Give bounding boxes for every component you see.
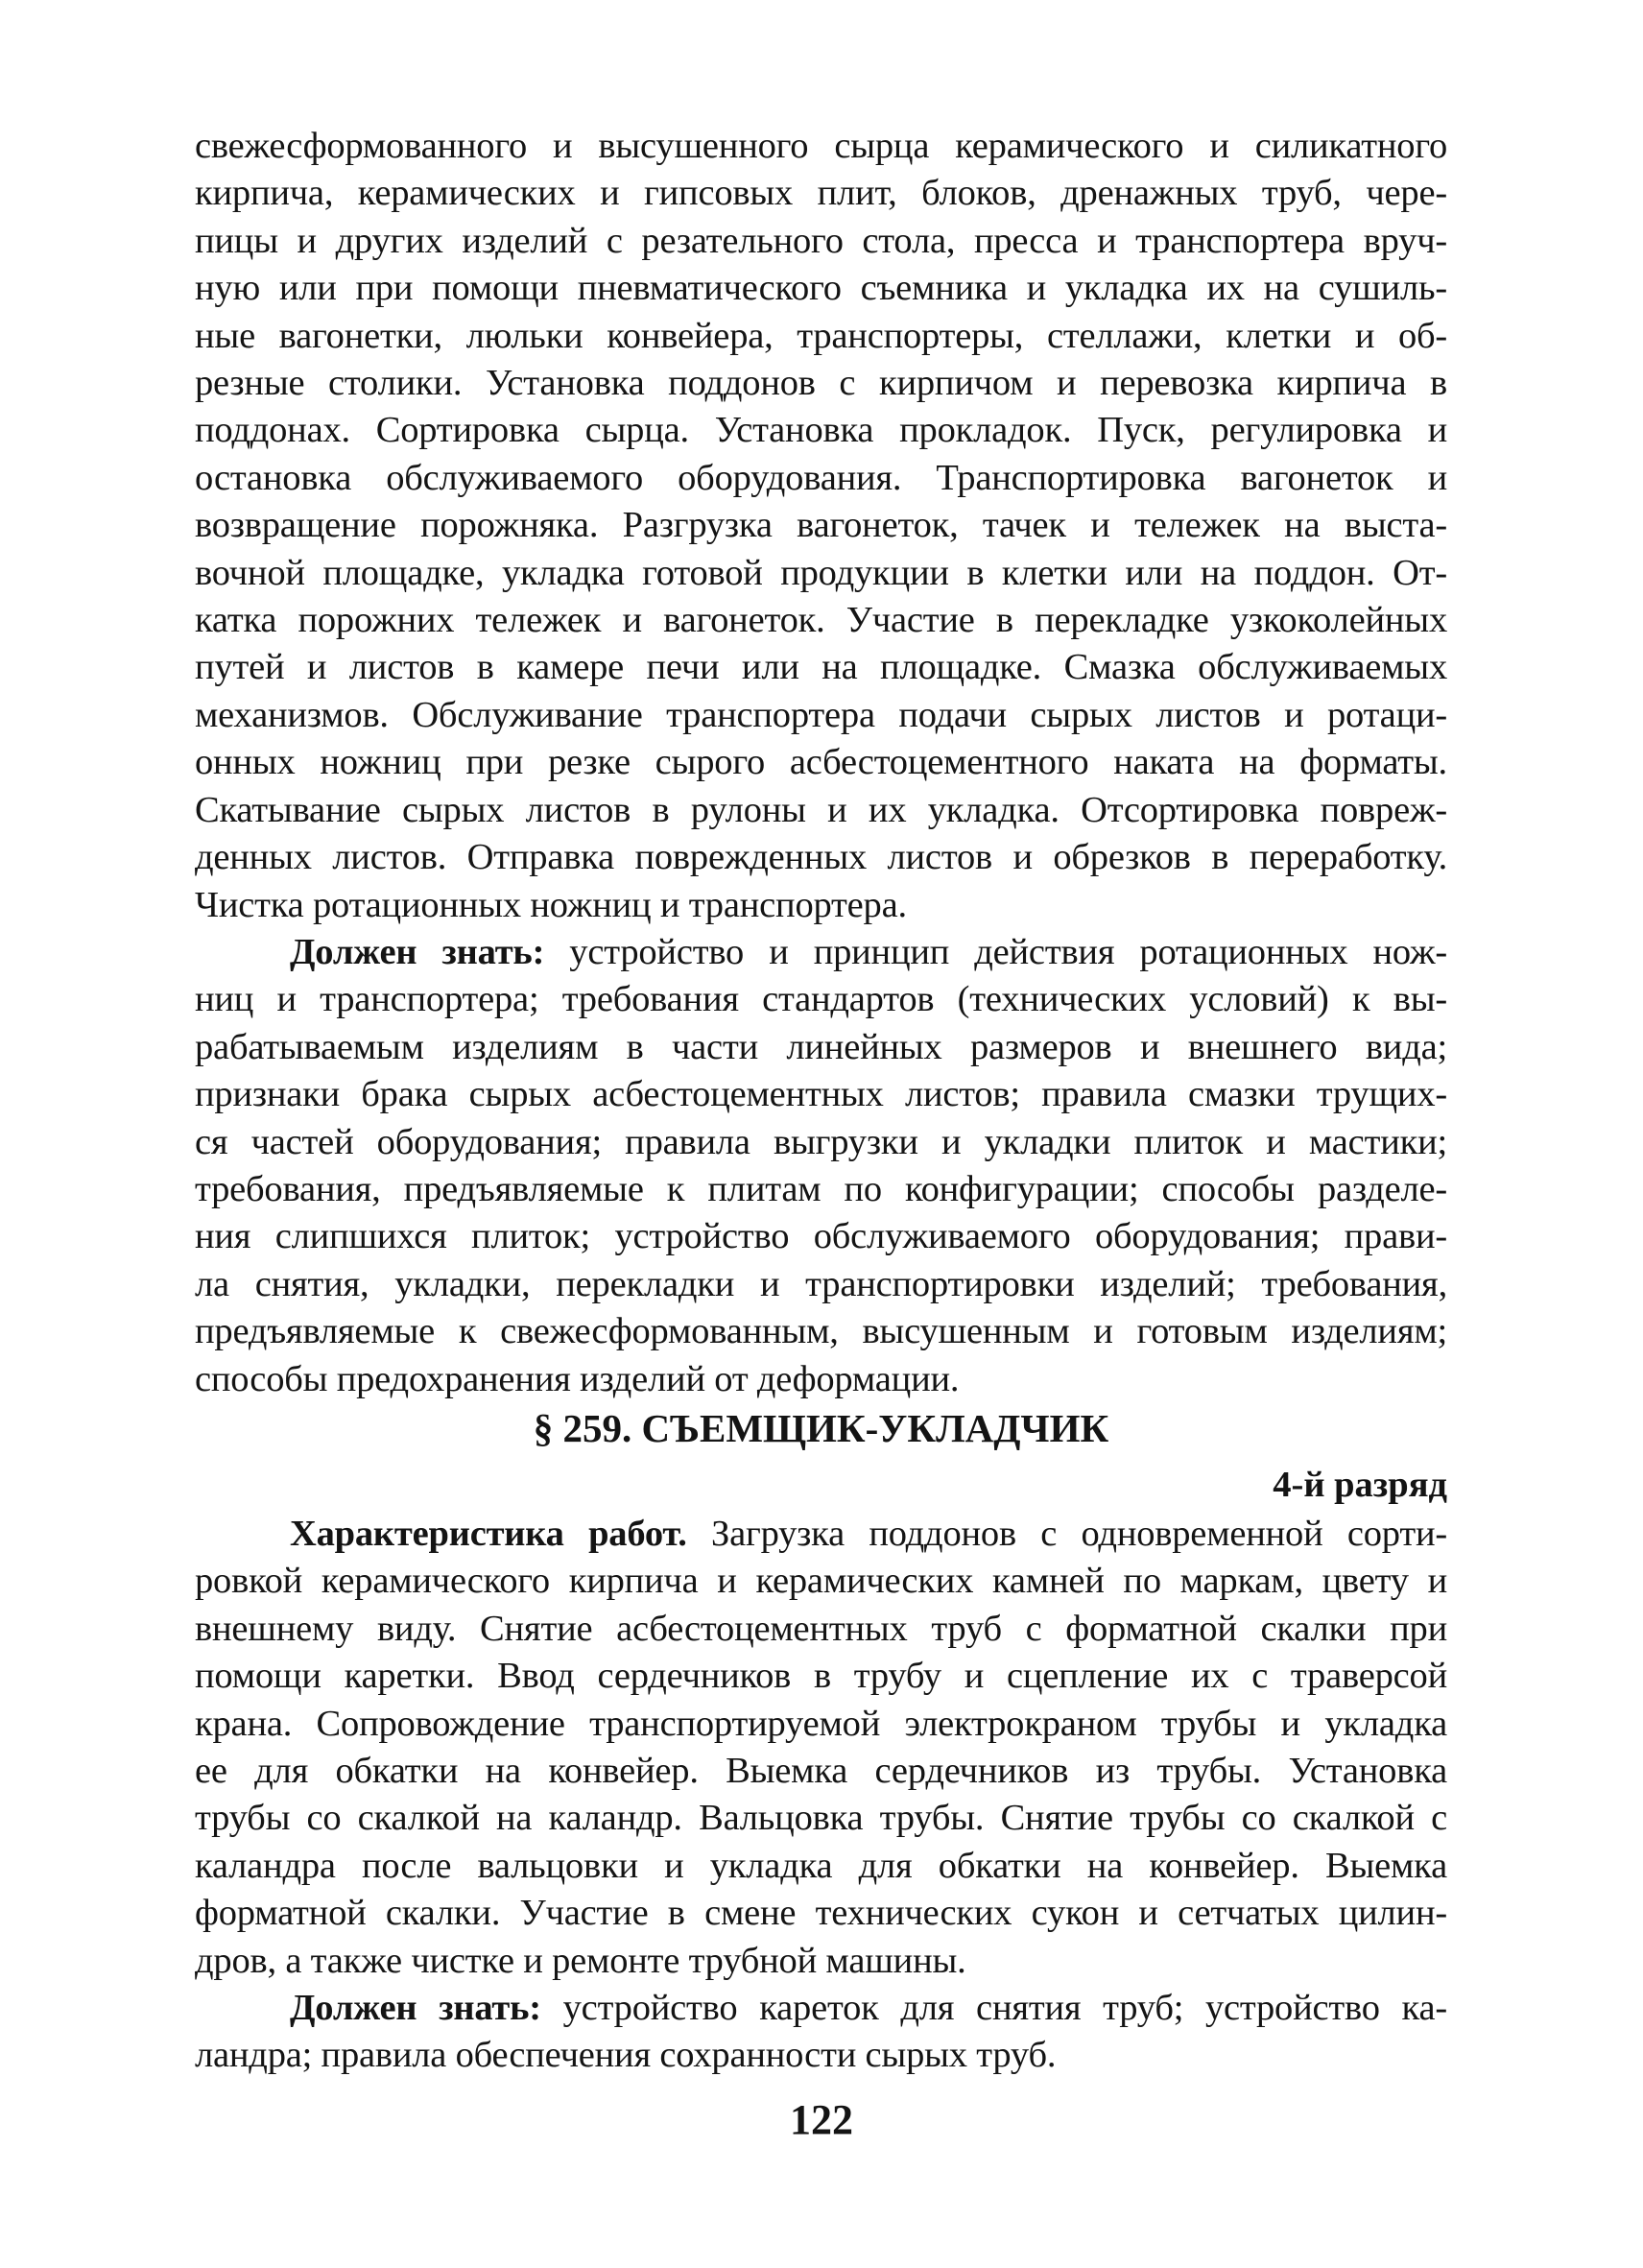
work-description-paragraph (195, 123, 1447, 929)
text-line: кирпича, керамических и гипсовых плит, блоков, дренажных труб, чере- (195, 173, 1447, 214)
text-line: катка порожних тележек и вагонеток. Участие в перекладке узкоколейных (195, 600, 1447, 641)
text-line: ровкой керамического кирпича и керамических камней по маркам, цвету и (195, 1561, 1447, 1602)
text-line: возвращение порожняка. Разгрузка вагонеток, тачек и тележек на выста- (195, 505, 1447, 546)
text-line: денных листов. Отправка поврежденных листов и обрезков в переработку. (195, 837, 1447, 878)
text-line: дров, а также чистке и ремонте трубной машины. (195, 1940, 966, 1981)
text-line: ния слипшихся плиток; устройство обслуживаемого оборудования; прави- (195, 1216, 1447, 1257)
section-1-text (195, 123, 1447, 1403)
text-line: внешнему виду. Снятие асбестоцементных труб с форматной скалки при (195, 1608, 1447, 1649)
must-know-text: устройство и принцип действия ротационных нож- (544, 931, 1447, 972)
text-line: способы предохранения изделий от деформации. (195, 1358, 960, 1399)
text-line (195, 1511, 1447, 1558)
text-line: признаки брака сырых асбестоцементных листов; правила смазки трущих- (195, 1074, 1447, 1115)
work-characteristics-paragraph (195, 1511, 1447, 1985)
text-line: ла снятия, укладки, перекладки и транспортировки изделий; требования, (195, 1263, 1447, 1304)
characteristics-label: Характеристика работ. (290, 1514, 687, 1554)
text-line: рабатываемым изделиям в части линейных размеров и внешнего вида; (195, 1026, 1447, 1067)
text-line: Чистка ротационных ножниц и транспортера. (195, 884, 907, 925)
characteristics-text: Загрузка поддонов с одновременной сорти- (686, 1514, 1447, 1554)
text-line: помощи каретки. Ввод сердечников в трубу и сцепление их с траверсой (195, 1656, 1447, 1697)
section-2-text (195, 1511, 1447, 2080)
text-line: ся частей оборудования; правила выгрузки и укладки плиток и мастики; (195, 1121, 1447, 1162)
text-line: Скатывание сырых листов в рулоны и их укладка. Отсортировка повреж- (195, 789, 1447, 830)
text-line: резные столики. Установка поддонов с кирпичом и перевозка кирпича в (195, 363, 1447, 404)
must-know-paragraph (195, 929, 1447, 1403)
text-line (195, 1985, 1447, 2032)
text-line: требования, предъявляемые к плитам по конфигурации; способы разделе- (195, 1168, 1447, 1209)
text-line: ниц и транспортера; требования стандартов (технических условий) к вы- (195, 979, 1447, 1020)
text-line: путей и листов в камере печи или на площадке. Смазка обслуживаемых (195, 647, 1447, 688)
text-line: ные вагонетки, люльки конвейера, транспортеры, стеллажи, клетки и об- (195, 315, 1447, 356)
text-line: онных ножниц при резке сырого асбестоцементного наката на форматы. (195, 742, 1447, 783)
text-line (195, 929, 1447, 976)
must-know-label: Должен знать: (290, 931, 545, 972)
page-number: 122 (790, 2096, 853, 2143)
text-line: поддонах. Сортировка сырца. Установка прокладок. Пуск, регулировка и (195, 410, 1447, 451)
text-line: остановка обслуживаемого оборудования. Транспортировка вагонеток и (195, 457, 1447, 498)
text-line: форматной скалки. Участие в смене технических сукон и сетчатых цилин- (195, 1893, 1447, 1934)
text-line: каландра после вальцовки и укладка для обкатки на конвейер. Выемка (195, 1845, 1447, 1886)
text-line: трубы со скалкой на каландр. Вальцовка трубы. Снятие трубы со скалкой с (195, 1798, 1447, 1839)
section-heading: § 259. СЪЕМЩИК-УКЛАДЧИК (533, 1406, 1109, 1450)
text-line: свежесформованного и высушенного сырца керамического и силикатного (195, 126, 1447, 166)
text-line: крана. Сопровождение транспортируемой электрокраном трубы и укладка (195, 1703, 1447, 1744)
grade-label: 4-й разряд (1273, 1465, 1447, 1505)
must-know-paragraph (195, 1985, 1447, 2080)
text-line: ную или при помощи пневматического съемника и укладка их на сушиль- (195, 268, 1447, 309)
text-line: пицы и других изделий с резательного стола, пресса и транспортера вруч- (195, 220, 1447, 261)
must-know-text: устройство кареток для снятия труб; устройство ка- (540, 1988, 1447, 2029)
text-line: предъявляемые к свежесформованным, высушенным и готовым изделиям; (195, 1311, 1447, 1352)
text-line: ландра; правила обеспечения сохранности сырых труб. (195, 2035, 1057, 2076)
text-line: вочной площадке, укладка готовой продукции в клетки или на поддон. От- (195, 552, 1447, 593)
text-line: механизмов. Обслуживание транспортера подачи сырых листов и ротаци- (195, 694, 1447, 735)
text-line: ее для обкатки на конвейер. Выемка сердечников из трубы. Установка (195, 1751, 1447, 1792)
must-know-label: Должен знать: (290, 1988, 541, 2029)
